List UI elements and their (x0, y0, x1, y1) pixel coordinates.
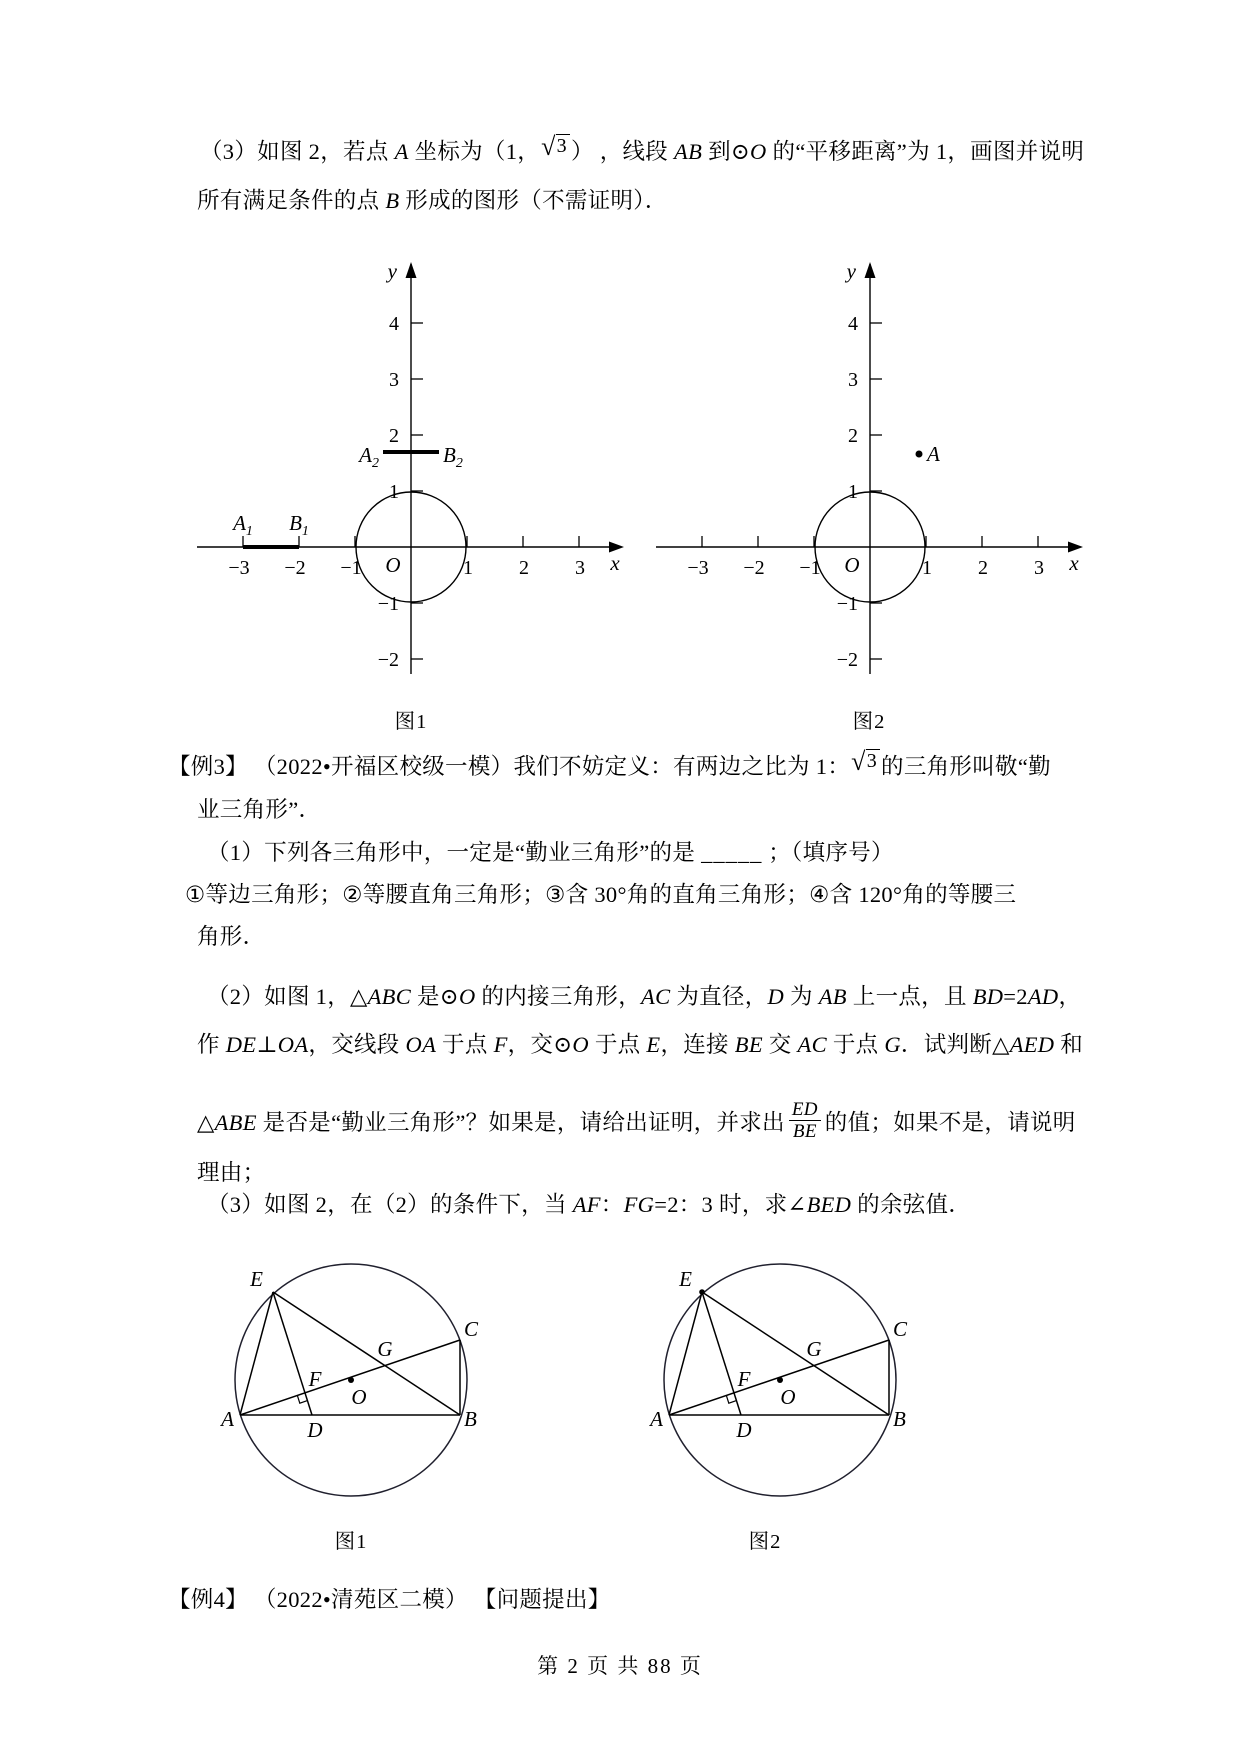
math-var: OA (405, 1032, 437, 1057)
y-tick-label: 2 (848, 425, 858, 447)
circle-figure-2 (630, 1240, 930, 1504)
x-tick-label: −1 (799, 557, 821, 579)
text-segment: （2）如图 1，△ (207, 984, 368, 1009)
y-tick-label: 4 (389, 313, 399, 335)
text-segment: ，交⊙ (507, 1032, 573, 1057)
paragraph-problem3-line1 (200, 132, 1085, 167)
coordinate-figure-1 (185, 250, 625, 690)
label-A2: $A_2$ (359, 443, 379, 471)
label-F: F (308, 1367, 322, 1391)
text-segment: （1）下列各三角形中，一定是“勤业三角形”的是 (207, 840, 702, 865)
label-D: D (307, 1418, 323, 1442)
label-point-A: A (927, 442, 940, 466)
paragraph-problem3-line2 (197, 186, 668, 216)
y-axis-label: y (387, 259, 397, 283)
label-B: B (893, 1407, 906, 1431)
x-tick-label: −2 (284, 557, 306, 579)
text-segment: ， (1058, 984, 1082, 1009)
label-C: C (893, 1317, 908, 1341)
coordinate-figure-2 (644, 250, 1084, 690)
text-segment: △ (197, 1110, 215, 1135)
center-dot (777, 1377, 783, 1383)
x-tick-label: 2 (519, 557, 529, 579)
label-G: G (377, 1337, 393, 1361)
label-G: G (806, 1337, 822, 1361)
text-segment: =2 (1003, 984, 1028, 1009)
example3-options (185, 880, 1016, 910)
text-segment: 上一点，且 (846, 984, 973, 1009)
point-E-dot (699, 1289, 705, 1295)
math-var: AF (572, 1192, 601, 1217)
y-tick-label: −2 (836, 649, 858, 671)
text-segment: 的值；如果不是，请说明 (824, 1110, 1076, 1135)
radicand: 3 (556, 134, 570, 158)
fraction-ED-BE (789, 1099, 821, 1143)
math-var: G (884, 1032, 901, 1057)
label-A: A (650, 1407, 663, 1431)
text-segment: 【例3】 （2022•开福区校级一模）我们不妨定义：有两边之比为 1： (168, 754, 851, 779)
x-tick-label: −3 (687, 557, 709, 579)
text-segment: ： (600, 1192, 624, 1217)
math-var: A (394, 139, 409, 164)
label-F: F (737, 1367, 751, 1391)
text-segment: 于点 (826, 1032, 885, 1057)
y-ticks (870, 323, 882, 659)
text-segment: 是否是“勤业三角形”？如果是，请给出证明，并求出 (256, 1110, 785, 1135)
x-tick-label: 2 (978, 557, 988, 579)
y-tick-label: −2 (377, 649, 399, 671)
y-tick-label: 2 (389, 425, 399, 447)
sqrt-3 (541, 132, 570, 164)
example3-part1 (207, 838, 894, 868)
example3-part3 (207, 1190, 971, 1220)
math-var: O (572, 1032, 589, 1057)
math-var: AB (818, 984, 847, 1009)
label-O: O (780, 1385, 796, 1409)
example3-part2-line3 (197, 1099, 1076, 1158)
text-segment: 于点 (436, 1032, 494, 1057)
x-tick-label: −2 (743, 557, 765, 579)
math-var: AB (674, 139, 703, 164)
label-A: A (221, 1407, 234, 1431)
text-segment: 的余弦值． (851, 1192, 972, 1217)
text-segment: 的三角形叫敬“勤 (881, 754, 1051, 779)
label-C: C (464, 1317, 479, 1341)
origin-label: O (385, 553, 401, 577)
math-var: FG (623, 1192, 655, 1217)
radical-sign: √ (541, 132, 556, 161)
circle-figure1-caption: 图1 (334, 1531, 368, 1553)
math-var: OA (277, 1032, 309, 1057)
circle-figure2-caption: 图2 (748, 1531, 782, 1553)
sqrt-3 (851, 747, 880, 779)
x-tick-label: −1 (340, 557, 362, 579)
text-segment: ，连接 (660, 1032, 735, 1057)
math-var: ABC (367, 984, 412, 1009)
y-axis-label: y (846, 259, 856, 283)
fill-in-blank: _____ (701, 840, 763, 865)
origin-label: O (844, 553, 860, 577)
text-segment: ，交线段 (308, 1032, 406, 1057)
math-var: D (767, 984, 785, 1009)
chords (240, 1292, 460, 1415)
math-var: O (750, 139, 767, 164)
math-var: F (493, 1032, 508, 1057)
x-tick-label: 3 (1034, 557, 1044, 579)
x-tick-label: 1 (463, 557, 473, 579)
fraction-numerator: ED (789, 1099, 821, 1121)
y-tick-label: 1 (848, 481, 858, 503)
figure1-caption: 图1 (394, 711, 428, 733)
text-segment: =2：3 时，求∠ (654, 1192, 807, 1217)
y-tick-label: −1 (836, 593, 858, 615)
y-tick-label: 4 (848, 313, 858, 335)
page-number-footer: 第 2 页 共 88 页 (537, 1654, 703, 1678)
chord-AE (240, 1292, 273, 1415)
label-E: E (679, 1267, 692, 1291)
y-tick-label: 3 (848, 369, 858, 391)
x-tick-label: 1 (922, 557, 932, 579)
math-var: ABE (214, 1110, 257, 1135)
math-var: AC (641, 984, 671, 1009)
label-B: B (464, 1407, 477, 1431)
text-segment: ⊥ (256, 1032, 278, 1057)
fraction-denominator: BE (792, 1121, 817, 1143)
label-A1: $A_1$ (233, 511, 253, 539)
label-O: O (351, 1385, 367, 1409)
text-segment: 理由； (197, 1160, 266, 1185)
chords (669, 1292, 889, 1415)
text-segment: 角形． (197, 924, 266, 949)
math-var: B (385, 188, 400, 213)
text-segment: 交 (762, 1032, 798, 1057)
radical-sign: √ (851, 747, 866, 776)
math-var: AC (797, 1032, 827, 1057)
text-segment: （3）如图 2，若点 (200, 139, 395, 164)
text-segment: 坐标为（1， (408, 139, 541, 164)
label-E: E (250, 1267, 263, 1291)
example3-part2-line1 (207, 982, 1081, 1012)
example3-part2-line2 (197, 1030, 1083, 1060)
math-var: BED (806, 1192, 852, 1217)
math-var: AED (1009, 1032, 1055, 1057)
text-segment: 【例4】 （2022•清苑区二模） 【问题提出】 (168, 1587, 611, 1612)
text-segment: 到⊙ (702, 139, 751, 164)
text-segment: 所有满足条件的点 (197, 188, 386, 213)
y-axis-arrow-icon (406, 262, 417, 278)
y-ticks (411, 323, 423, 659)
chord-AE (669, 1292, 702, 1415)
y-axis-arrow-icon (865, 262, 876, 278)
text-segment: 形成的图形（不需证明）． (399, 188, 668, 213)
text-segment: 为 (784, 984, 819, 1009)
figure2-caption: 图2 (852, 711, 886, 733)
label-B1: $B_1$ (289, 511, 309, 539)
example3-options-cont (197, 922, 265, 952)
axes (656, 264, 1069, 674)
text-segment: 为直径， (670, 984, 768, 1009)
text-segment: ①等边三角形；②等腰直角三角形；③含 30°角的直角三角形；④含 120°角的等腰三 (185, 882, 1017, 907)
radicand: 3 (866, 749, 880, 773)
math-var: BD (972, 984, 1004, 1009)
label-D: D (736, 1418, 752, 1442)
text-segment: ） ，线段 (570, 139, 675, 164)
math-var: DE (225, 1032, 257, 1057)
axes (197, 264, 610, 674)
center-dot (348, 1377, 354, 1383)
math-var: E (646, 1032, 661, 1057)
math-var: BE (734, 1032, 763, 1057)
example3-part2-line4 (197, 1158, 265, 1188)
text-segment: 的内接三角形， (475, 984, 642, 1009)
x-tick-label: 3 (575, 557, 585, 579)
label-B2: $B_2$ (443, 443, 463, 471)
circle-figure-1 (201, 1240, 501, 1504)
text-segment: 的“平移距离”为 1，画图并说明 (766, 139, 1085, 164)
text-segment: 和 (1054, 1032, 1084, 1057)
example4-heading (168, 1585, 611, 1615)
y-tick-label: 1 (389, 481, 399, 503)
example3-heading (168, 747, 1051, 782)
text-segment: ．试判断△ (900, 1032, 1010, 1057)
text-segment: 是⊙ (411, 984, 459, 1009)
math-var: AD (1027, 984, 1059, 1009)
x-axis-label: x (1069, 551, 1079, 575)
example3-heading-cont (197, 795, 321, 825)
text-segment: ；（填序号） (762, 840, 894, 865)
x-tick-label: −3 (228, 557, 250, 579)
text-segment: 于点 (588, 1032, 647, 1057)
text-segment: （3）如图 2，在（2）的条件下，当 (207, 1192, 573, 1217)
math-var: O (458, 984, 476, 1009)
point-A-dot (916, 451, 923, 458)
text-segment: 业三角形”． (197, 797, 322, 822)
y-tick-label: −1 (377, 593, 399, 615)
text-segment: 作 (197, 1032, 226, 1057)
x-axis-label: x (610, 551, 620, 575)
y-tick-label: 3 (389, 369, 399, 391)
